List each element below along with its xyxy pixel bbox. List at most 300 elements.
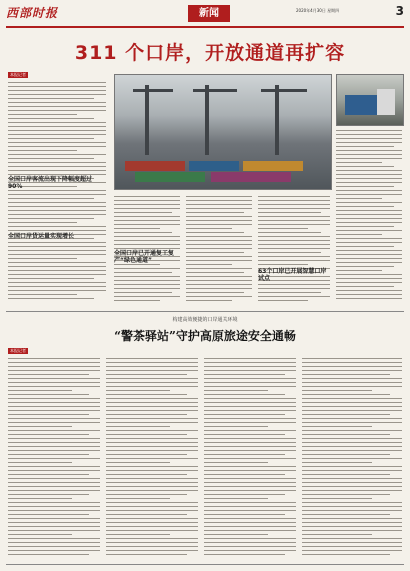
text-line (302, 394, 390, 395)
text-line (8, 202, 106, 203)
text-line (8, 130, 106, 131)
text-line (186, 212, 244, 213)
text-line (106, 438, 198, 439)
text-line (336, 178, 402, 179)
text-line (336, 262, 402, 263)
text-line (204, 426, 268, 427)
text-line (8, 286, 106, 287)
text-line (336, 166, 394, 167)
port-photo (114, 74, 332, 190)
text-line (106, 386, 198, 387)
text-line (8, 274, 106, 275)
text-line (8, 262, 106, 263)
text-line (336, 254, 402, 255)
text-line (8, 470, 100, 471)
text-line (336, 158, 402, 159)
text-line (106, 526, 198, 527)
masthead (6, 4, 404, 26)
text-line (8, 430, 100, 431)
text-line (186, 236, 252, 237)
text-line (258, 240, 330, 241)
text-line (186, 248, 252, 249)
text-line (258, 208, 330, 209)
text-line (186, 292, 244, 293)
text-line (302, 398, 402, 399)
text-line (258, 284, 330, 285)
text-line (302, 462, 372, 463)
text-line (8, 422, 100, 423)
subhead-green-channel: 全国口岸已开通复工复产“绿色通道” (114, 250, 175, 264)
text-line (8, 426, 72, 427)
text-line (302, 494, 390, 495)
text-line (204, 494, 285, 495)
text-line (204, 546, 296, 547)
text-line (336, 194, 402, 195)
footer-rule (6, 564, 404, 565)
text-line (204, 518, 296, 519)
text-line (336, 246, 394, 247)
text-line (258, 228, 308, 229)
main-headline: 311 个口岸，开放通道再扩容 (74, 42, 346, 64)
text-line (8, 410, 100, 411)
text-line (258, 256, 330, 257)
text-line (8, 126, 106, 127)
text-line (8, 442, 100, 443)
text-line (204, 526, 296, 527)
text-line (204, 390, 268, 391)
text-line (258, 260, 330, 261)
text-line (302, 378, 402, 379)
text-line (302, 542, 402, 543)
text-line (106, 546, 198, 547)
text-line (114, 216, 180, 217)
text-line (8, 106, 106, 107)
text-line (186, 268, 252, 269)
byline-tag-bottom: 本报记者 (10, 348, 26, 353)
text-line (336, 258, 402, 259)
text-line (204, 554, 285, 555)
text-line (302, 438, 402, 439)
text-line (302, 466, 402, 467)
article-column-bottom-3 (204, 358, 296, 558)
text-line (8, 554, 89, 555)
text-line (302, 390, 372, 391)
section-divider (6, 311, 404, 312)
text-line (8, 86, 106, 87)
text-line (302, 382, 402, 383)
text-line (258, 248, 330, 249)
text-line (204, 414, 285, 415)
article-column-right (336, 130, 402, 304)
text-line (114, 240, 180, 241)
text-line (302, 538, 402, 539)
text-line (186, 276, 252, 277)
text-line (186, 252, 244, 253)
text-line (336, 186, 394, 187)
text-line (8, 118, 94, 119)
text-line (8, 450, 100, 451)
text-line (204, 550, 296, 551)
text-line (258, 220, 330, 221)
text-line (302, 410, 402, 411)
text-line (114, 224, 180, 225)
text-line (106, 382, 198, 383)
text-line (336, 298, 402, 299)
text-line (8, 374, 89, 375)
text-line (8, 546, 100, 547)
text-line (8, 526, 100, 527)
text-line (302, 522, 402, 523)
text-line (204, 486, 296, 487)
article-column-bottom-1 (8, 358, 100, 558)
text-line (8, 418, 100, 419)
text-line (106, 514, 187, 515)
text-line (204, 378, 296, 379)
text-line (336, 226, 394, 227)
text-line (186, 296, 252, 297)
text-line (302, 490, 402, 491)
text-line (106, 398, 198, 399)
text-line (106, 406, 198, 407)
text-line (204, 402, 296, 403)
text-line (8, 218, 94, 219)
text-line (204, 470, 296, 471)
paper-name: 西部时报 (6, 6, 59, 20)
text-line (204, 514, 285, 515)
text-line (114, 196, 180, 197)
secondary-headline: “警茶驿站”守护高原旅途安全通畅 (114, 329, 296, 343)
text-line (8, 358, 100, 359)
text-line (114, 220, 180, 221)
text-line (8, 94, 106, 95)
text-line (8, 542, 100, 543)
text-line (302, 426, 372, 427)
text-line (336, 198, 382, 199)
text-line (8, 366, 100, 367)
text-line (8, 398, 100, 399)
text-line (106, 530, 198, 531)
text-line (8, 266, 106, 267)
text-line (8, 198, 94, 199)
text-line (106, 402, 198, 403)
text-line (106, 518, 198, 519)
text-line (204, 442, 296, 443)
text-line (302, 482, 402, 483)
text-line (8, 230, 106, 231)
text-line (186, 208, 252, 209)
text-line (302, 362, 402, 363)
text-line (258, 196, 330, 197)
text-line (302, 454, 390, 455)
text-line (302, 550, 402, 551)
text-line (186, 200, 252, 201)
text-line (336, 278, 402, 279)
text-line (8, 438, 100, 439)
text-line (8, 174, 106, 175)
text-line (336, 238, 402, 239)
text-line (186, 264, 232, 265)
text-line (8, 466, 100, 467)
text-line (106, 502, 198, 503)
text-line (302, 506, 402, 507)
article-column-bottom-2 (106, 358, 198, 558)
text-line (186, 288, 252, 289)
text-line (186, 256, 252, 257)
text-line (204, 394, 285, 395)
text-line (106, 414, 187, 415)
text-line (106, 374, 187, 375)
text-line (186, 228, 232, 229)
text-line (106, 494, 187, 495)
text-line (8, 378, 100, 379)
text-line (8, 222, 77, 223)
text-line (114, 284, 180, 285)
text-line (186, 260, 252, 261)
text-line (8, 150, 77, 151)
text-line (204, 482, 296, 483)
text-line (8, 550, 100, 551)
text-line (8, 110, 106, 111)
text-line (8, 474, 89, 475)
text-line (204, 450, 296, 451)
text-line (8, 194, 106, 195)
text-line (8, 138, 94, 139)
text-line (336, 130, 402, 131)
byline-tag: 本报记者 (10, 72, 26, 77)
text-line (336, 174, 402, 175)
text-line (204, 506, 296, 507)
text-line (204, 366, 296, 367)
text-line (8, 362, 100, 363)
text-line (204, 510, 296, 511)
text-line (106, 498, 170, 499)
text-line (336, 242, 402, 243)
subhead-passenger: 全国口岸客流出现下降幅度超过90% (8, 176, 93, 190)
text-line (106, 458, 198, 459)
text-line (258, 232, 321, 233)
text-line (8, 206, 106, 207)
text-line (8, 534, 72, 535)
text-line (336, 162, 382, 163)
text-line (114, 272, 172, 273)
text-line (336, 266, 394, 267)
text-line (186, 204, 252, 205)
text-line (336, 282, 402, 283)
text-line (114, 236, 180, 237)
text-line (336, 234, 382, 235)
text-line (186, 232, 244, 233)
text-line (302, 514, 390, 515)
article-column-mid-3 (258, 196, 330, 304)
text-line (8, 258, 77, 259)
text-line (8, 162, 106, 163)
text-line (8, 114, 77, 115)
text-line (336, 134, 402, 135)
text-line (258, 296, 330, 297)
text-line (106, 538, 198, 539)
text-line (8, 522, 100, 523)
text-line (204, 362, 296, 363)
text-line (186, 220, 252, 221)
text-line (336, 170, 402, 171)
text-line (204, 382, 296, 383)
text-line (204, 462, 268, 463)
text-line (114, 288, 180, 289)
text-line (8, 102, 106, 103)
text-line (258, 300, 308, 301)
text-line (258, 212, 321, 213)
text-line (8, 226, 106, 227)
text-line (8, 498, 72, 499)
text-line (204, 466, 296, 467)
text-line (106, 446, 198, 447)
text-line (8, 538, 100, 539)
text-line (8, 434, 89, 435)
text-line (302, 422, 402, 423)
text-line (204, 522, 296, 523)
text-line (204, 530, 296, 531)
text-line (204, 534, 268, 535)
text-line (8, 154, 106, 155)
text-line (106, 470, 198, 471)
text-line (204, 474, 285, 475)
text-line (114, 268, 180, 269)
article-column-left (8, 82, 106, 304)
text-line (8, 210, 106, 211)
text-line (8, 530, 100, 531)
text-line (302, 554, 390, 555)
text-line (302, 518, 402, 519)
text-line (302, 402, 402, 403)
text-line (106, 426, 170, 427)
text-line (106, 542, 198, 543)
text-line (8, 386, 100, 387)
text-line (302, 418, 402, 419)
text-line (302, 446, 402, 447)
text-line (8, 270, 106, 271)
text-line (336, 274, 402, 275)
kicker: 构建高效便捷的口岸通关环境 (172, 317, 238, 323)
text-line (204, 422, 296, 423)
text-line (204, 438, 296, 439)
text-line (336, 218, 402, 219)
text-line (8, 506, 100, 507)
text-line (106, 534, 170, 535)
text-line (8, 298, 94, 299)
text-line (302, 534, 372, 535)
text-line (106, 550, 198, 551)
text-line (258, 224, 330, 225)
text-line (8, 502, 100, 503)
text-line (8, 82, 106, 83)
text-line (302, 486, 402, 487)
text-line (258, 204, 330, 205)
text-line (204, 358, 296, 359)
text-line (8, 250, 106, 251)
text-line (8, 294, 77, 295)
text-line (8, 190, 106, 191)
text-line (336, 190, 402, 191)
text-line (302, 478, 402, 479)
text-line (8, 406, 100, 407)
text-line (8, 518, 100, 519)
text-line (302, 370, 402, 371)
text-line (8, 482, 100, 483)
text-line (258, 288, 330, 289)
text-line (204, 406, 296, 407)
text-line (8, 282, 106, 283)
text-line (302, 470, 402, 471)
text-line (114, 280, 180, 281)
text-line (106, 454, 187, 455)
text-line (186, 196, 252, 197)
text-line (302, 442, 402, 443)
text-line (204, 502, 296, 503)
text-line (8, 170, 106, 171)
text-line (114, 276, 180, 277)
text-line (8, 370, 100, 371)
text-line (106, 410, 198, 411)
text-line (8, 486, 100, 487)
subhead-smart-port: 63个口岸已开展智慧口岸试点 (258, 268, 327, 282)
text-line (258, 244, 330, 245)
text-line (114, 264, 160, 265)
text-line (8, 214, 106, 215)
truck-photo (336, 74, 404, 126)
text-line (336, 146, 394, 147)
text-line (106, 418, 198, 419)
page-number: 3 (395, 4, 404, 18)
text-line (336, 230, 402, 231)
section-tab: 新闻 (188, 5, 230, 22)
text-line (114, 248, 180, 249)
text-line (186, 244, 252, 245)
text-line (302, 434, 390, 435)
text-line (106, 430, 198, 431)
text-line (336, 270, 382, 271)
text-line (204, 458, 296, 459)
text-line (204, 542, 296, 543)
text-line (106, 466, 198, 467)
text-line (186, 300, 232, 301)
text-line (258, 252, 321, 253)
text-line (302, 498, 372, 499)
text-line (204, 430, 296, 431)
text-line (106, 442, 198, 443)
text-line (8, 414, 89, 415)
text-line (204, 418, 296, 419)
text-line (8, 494, 89, 495)
text-line (186, 216, 252, 217)
text-line (106, 422, 198, 423)
text-line (114, 200, 180, 201)
text-line (106, 394, 187, 395)
text-line (258, 200, 330, 201)
text-line (302, 458, 402, 459)
text-line (106, 506, 198, 507)
text-line (302, 546, 402, 547)
text-line (186, 240, 252, 241)
text-line (8, 290, 106, 291)
text-line (106, 478, 198, 479)
text-line (8, 514, 89, 515)
text-line (106, 358, 198, 359)
text-line (106, 474, 187, 475)
text-line (114, 208, 180, 209)
subhead-cargo: 全国口岸货运量实现增长 (8, 233, 75, 240)
text-line (8, 382, 100, 383)
text-line (114, 204, 180, 205)
